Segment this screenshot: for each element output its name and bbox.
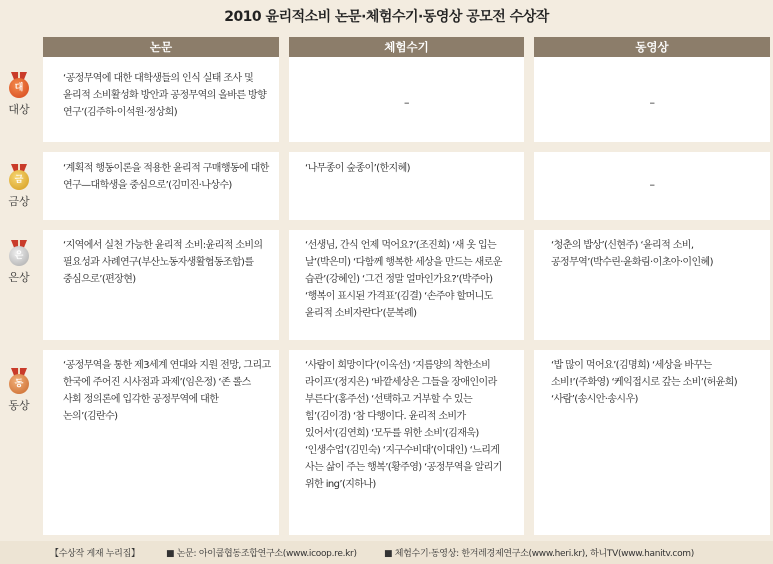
column-video: [534, 57, 770, 535]
essay-cell: ‘사람이 희망이다’(이옥선) ‘지름양의 착한소비 라이프’(정지은) ‘바깥세상은 그들을 장애인이라 부른다’(홍주선) ‘선택하고 거부할 수 있는 힘’(김이경) ‘참 다행이다. 윤리적 소비가 있어서’(김연희) ‘모두를 위한 소비’(김재욱) ‘인생수업’(김민숙) ‘지구수비대’(이대인) ‘느리게 사는 삶이 주는 행복’(황주영) ‘공정무역을 알리기 위한 ing’(지하나): [305, 360, 502, 490]
footer-paper-site: ■ 논문: 아이쿱협동조합연구소(www.icoop.re.kr): [166, 549, 357, 559]
medal-icon: 금: [9, 170, 29, 190]
essay-cell: ‘나무종이 숲종이’(한지혜): [305, 163, 410, 174]
essay-cell: ‘선생님, 간식 언제 먹어요?’(조진희) ‘새 옷 입는 날’(박은미) ‘다함께 행복한 세상을 만드는 새로운 습관’(강혜인) ‘그건 정말 얼마인가요?’(박주아) ‘행복이 표시된 가격표’(김결) ‘손주야 할머니도 윤리적 소비자란다’(문복례): [305, 240, 502, 319]
video-cell: –: [649, 178, 655, 191]
video-cell: –: [649, 96, 655, 109]
paper-cell: ‘계획적 행동이론을 적용한 윤리적 구매행동에 대한 연구—대학생을 중심으로’(김미진·나상수): [63, 163, 269, 191]
award-label: 대상: [8, 103, 30, 116]
column-header-paper: 논문: [43, 37, 279, 57]
paper-cell: ‘지역에서 실천 가능한 윤리적 소비:윤리적 소비의 필요성과 사례연구(부산노동자생활협동조합)를 중심으로’(편장현): [63, 240, 263, 285]
medal-icon: 동: [9, 374, 29, 394]
video-cell: ‘청춘의 밥상’(신현주) ‘윤리적 소비, 공정무역’(박수린·윤화림·이초아·이인혜): [551, 240, 713, 268]
award-label: 동상: [8, 399, 30, 412]
column-header-essay: 체험수기: [289, 37, 524, 57]
row-divider: [43, 142, 770, 152]
medal-icon: 대: [9, 78, 29, 98]
column-paper: [43, 57, 279, 535]
footer-label: 【수상작 게재 누리집】: [50, 549, 140, 559]
paper-cell: ‘공정무역에 대한 대학생들의 인식 실태 조사 및 윤리적 소비활성화 방안과 공정무역의 올바른 방향 연구’(김주하·이석원·정상희): [63, 73, 267, 118]
paper-cell: ‘공정무역을 통한 제3세계 연대와 지원 전망, 그리고 한국에 주어진 시사점과 과제’(임은정) ‘존 롤스 사회 정의론에 입각한 공정무역에 대한 논의’(김란수): [63, 360, 271, 422]
footer: [0, 541, 773, 564]
row-divider: [43, 220, 770, 230]
page-title: 2010 윤리적소비 논문·체험수기·동영상 공모전 수상작: [224, 9, 549, 25]
video-cell: ‘밥 많이 먹어요’(김명희) ‘세상을 바꾸는 소비!’(주화영) ‘케익접시로 갚는 소비’(허윤희) ‘사람’(송시안·송시우): [551, 360, 738, 405]
award-label: 은상: [8, 271, 30, 284]
award-label: 금상: [8, 195, 30, 208]
column-header-video: 동영상: [534, 37, 770, 57]
essay-cell: –: [404, 96, 409, 109]
footer-other-site: ■ 체험수기·동영상: 한겨레경제연구소(www.heri.kr), 하니TV(www.hanitv.com): [384, 549, 694, 559]
medal-icon: 은: [9, 246, 29, 266]
row-divider: [43, 340, 770, 350]
